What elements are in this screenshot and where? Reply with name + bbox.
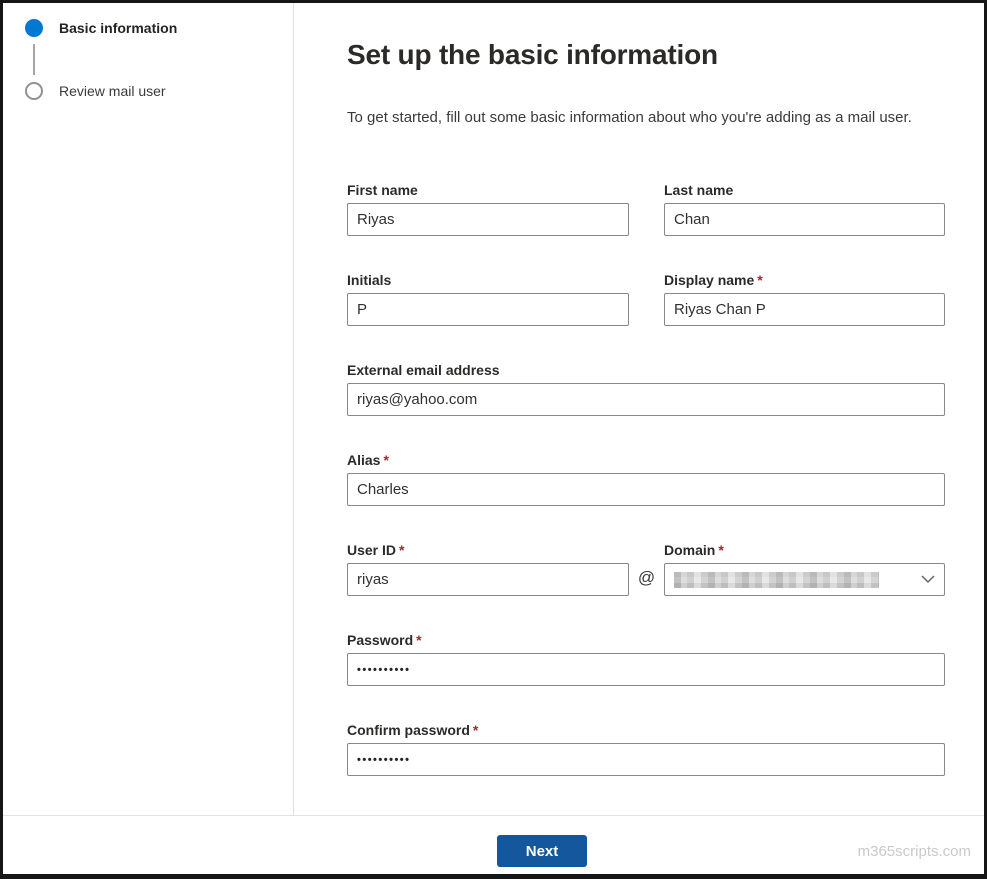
step-label: Review mail user [59, 83, 166, 99]
external-email-field-group [347, 362, 945, 416]
wizard-footer [3, 815, 984, 874]
label-text: Password [347, 632, 414, 648]
display-name-label [664, 272, 945, 288]
confirm-password-field-group [347, 722, 945, 776]
confirm-password-label [347, 722, 945, 738]
required-asterisk: * [383, 452, 389, 468]
label-text: Alias [347, 452, 381, 468]
domain-dropdown[interactable] [664, 563, 945, 596]
alias-label [347, 452, 945, 468]
display-name-input[interactable] [664, 293, 945, 326]
required-asterisk: * [399, 542, 405, 558]
label-text: Display name [664, 272, 755, 288]
initials-label [347, 272, 629, 288]
step-review-mail-user[interactable] [25, 82, 293, 100]
required-asterisk: * [718, 542, 724, 558]
label-text: First name [347, 182, 418, 198]
label-text: External email address [347, 362, 500, 378]
password-field-group [347, 632, 945, 686]
form-row [347, 452, 945, 506]
form-row [347, 362, 945, 416]
last-name-label [664, 182, 945, 198]
last-name-field-group [664, 182, 945, 236]
step-active-circle-icon [25, 19, 43, 37]
first-name-field-group [347, 182, 629, 236]
wizard-steps-sidebar [3, 3, 294, 815]
watermark-text: m365scripts.com [857, 843, 971, 860]
initials-input[interactable] [347, 293, 629, 326]
step-upcoming-circle-icon [25, 82, 43, 100]
next-button[interactable]: Next [497, 835, 587, 867]
label-text: User ID [347, 542, 397, 558]
label-text: Confirm password [347, 722, 470, 738]
form-row [347, 542, 945, 596]
alias-field-group [347, 452, 945, 506]
page-subtitle: To get started, fill out some basic information about who you're adding as a mail user. [347, 109, 912, 126]
domain-label [664, 542, 945, 558]
required-asterisk: * [416, 632, 422, 648]
initials-field-group [347, 272, 629, 326]
label-text: Domain [664, 542, 716, 558]
confirm-password-input[interactable] [347, 743, 945, 776]
step-label: Basic information [59, 20, 178, 36]
form-row [347, 272, 945, 326]
password-label [347, 632, 945, 648]
external-email-input[interactable] [347, 383, 945, 416]
wizard-body [3, 3, 984, 815]
password-input[interactable] [347, 653, 945, 686]
chevron-down-icon [921, 575, 935, 584]
form-row [347, 632, 945, 686]
user-id-label [347, 542, 629, 558]
required-asterisk: * [472, 722, 479, 738]
basic-information-form [347, 182, 945, 776]
form-row [347, 722, 945, 776]
required-asterisk: * [757, 272, 763, 288]
external-email-label [347, 362, 945, 378]
form-row [347, 182, 945, 236]
domain-redacted-value [674, 572, 879, 588]
step-basic-information[interactable] [25, 19, 293, 37]
label-text: Last name [664, 182, 734, 198]
domain-field-group [664, 542, 945, 596]
at-symbol-separator: @ [637, 567, 656, 587]
page-title: Set up the basic information [347, 39, 718, 70]
first-name-input[interactable] [347, 203, 629, 236]
alias-input[interactable] [347, 473, 945, 506]
wizard-main-panel [294, 3, 984, 815]
user-id-field-group [347, 542, 629, 596]
last-name-input[interactable] [664, 203, 945, 236]
label-text: Initials [347, 272, 392, 288]
first-name-label [347, 182, 629, 198]
step-connector-line [33, 44, 35, 75]
display-name-field-group [664, 272, 945, 326]
user-id-input[interactable] [347, 563, 629, 596]
